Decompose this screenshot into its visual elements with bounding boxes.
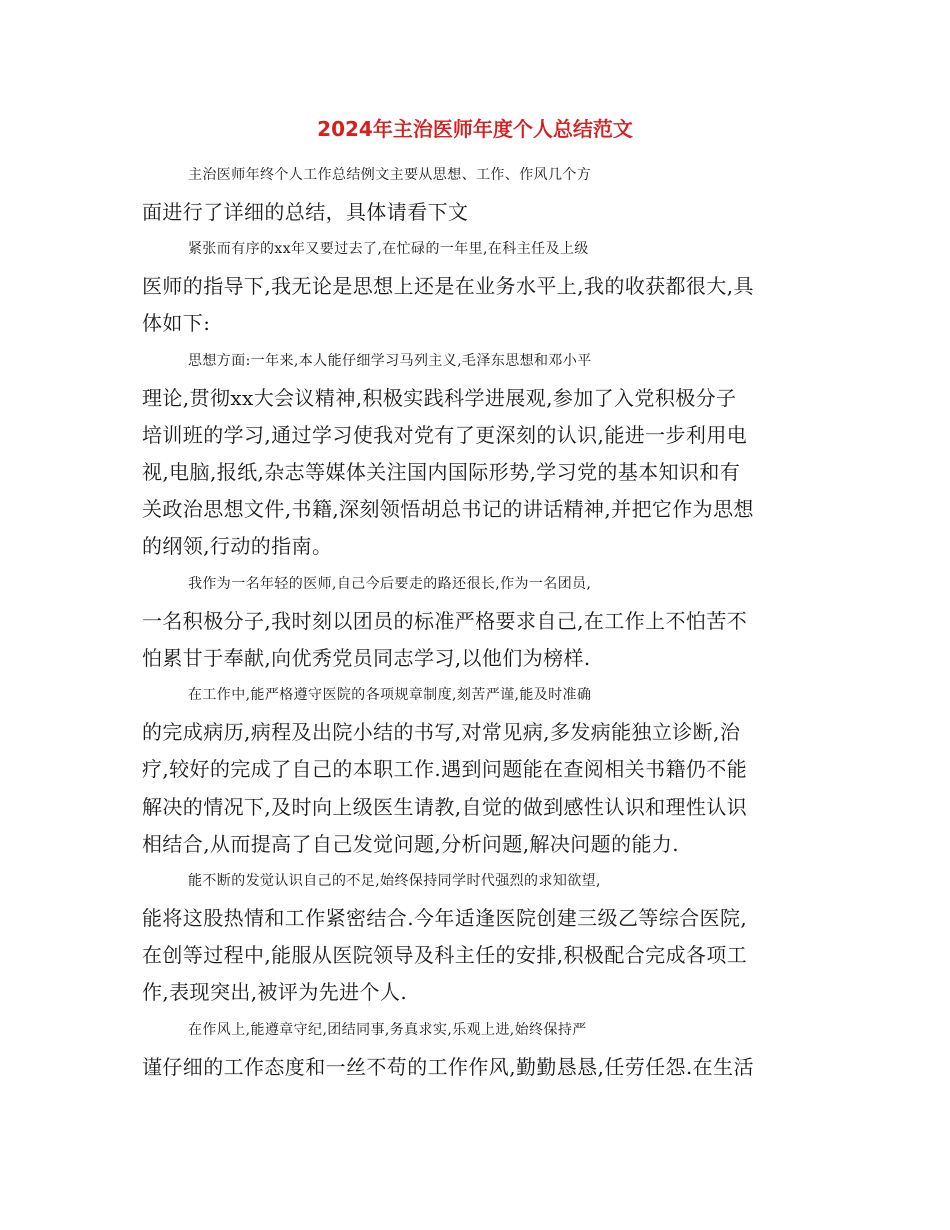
paragraph-line: 疗,较好的完成了自己的本职工作.遇到问题能在查阅相关书籍仍不能 [142, 757, 748, 781]
paragraph-line: 医师的指导下,我无论是思想上还是在业务水平上,我的收获都很大,具 [142, 274, 754, 298]
paragraph-line: 面进行了详细的总结，具体请看下文 [142, 200, 469, 224]
paragraph-line: 我作为一名年轻的医师,自己今后要走的路还很长,作为一名团员, [188, 576, 592, 592]
paragraph-line: 一名积极分子,我时刻以团员的标准严格要求自己,在工作上不怕苦不 [142, 609, 748, 633]
paragraph-line: 谨仔细的工作态度和一丝不苟的工作作风,勤勤恳恳,任劳任怨.在生活 [142, 1055, 754, 1079]
paragraph-line: 关政治思想文件,书籍,深刻领悟胡总书记的讲话精神,并把它作为思想 [142, 497, 754, 521]
paragraph-line: 能将这股热情和工作紧密结合.今年适逢医院创建三级乙等综合医院, [142, 906, 748, 930]
document-title: 2024年主治医师年度个人总结范文 [317, 117, 633, 141]
paragraph-line: 在创等过程中,能服从医院领导及科主任的安排,积极配合完成各项工 [142, 943, 748, 967]
paragraph-line: 体如下: [142, 311, 211, 335]
paragraph-line: 相结合,从而提高了自己发觉问题,分析问题,解决问题的能力. [142, 832, 680, 856]
paragraph-line: 的纲领,行动的指南。 [142, 534, 333, 558]
paragraph-line: 主治医师年终个人工作总结例文主要从思想、工作、作风几个方 [188, 167, 592, 183]
paragraph-line: 在作风上,能遵章守纪,团结同事,务真求实,乐观上进,始终保持严 [188, 1022, 587, 1038]
paragraph-line: 视,电脑,报纸,杂志等媒体关注国内国际形势,学习党的基本知识和有 [142, 460, 741, 484]
paragraph-line: 在工作中,能严格遵守医院的各项规章制度,刻苦严谨,能及时准确 [188, 687, 592, 703]
paragraph-line: 解决的情况下,及时向上级医生请教,自觉的做到感性认识和理性认识 [142, 795, 748, 819]
paragraph-line: 紧张而有序的xx年又要过去了,在忙碌的一年里,在科主任及上级 [188, 241, 589, 257]
paragraph-line: 思想方面:一年来,本人能仔细学习马列主义,毛泽东思想和邓小平 [188, 353, 592, 369]
paragraph-line: 怕累甘于奉献,向优秀党员同志学习,以他们为榜样. [142, 646, 591, 670]
paragraph-line: 作,表现突出,被评为先进个人. [142, 980, 408, 1004]
paragraph-line: 培训班的学习,通过学习使我对党有了更深刻的认识,能进一步利用电 [142, 423, 748, 447]
paragraph-line: 能不断的发觉认识自己的不足,始终保持同学时代强烈的求知欲望, [188, 873, 601, 889]
paragraph-line: 理论,贯彻xx大会议精神,积极实践科学进展观,参加了入党积极分子 [142, 386, 737, 410]
paragraph-line: 的完成病历,病程及出院小结的书写,对常见病,多发病能独立诊断,治 [142, 720, 741, 744]
